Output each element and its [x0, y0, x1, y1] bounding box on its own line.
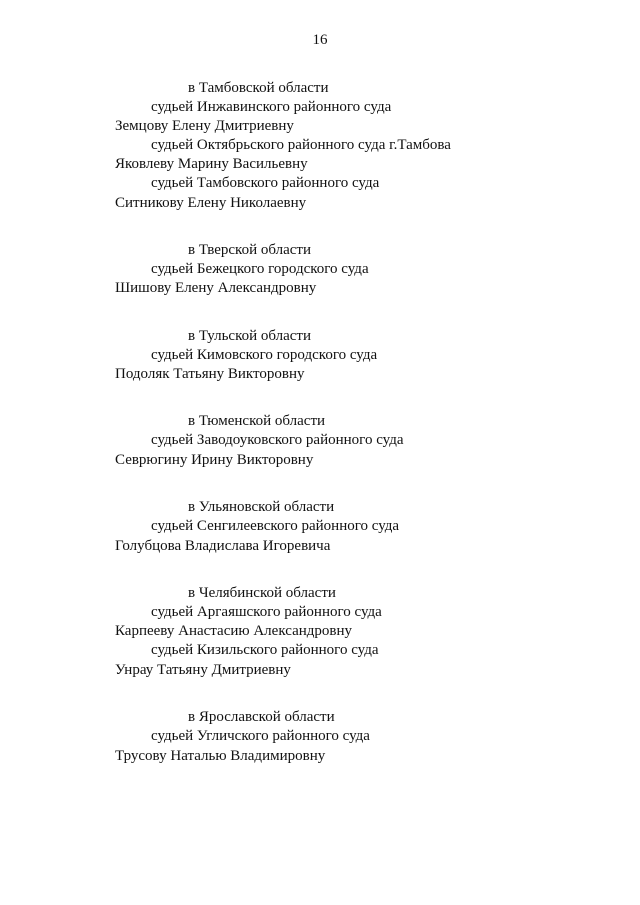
court-line: судьей Инжавинского районного суда [151, 99, 392, 115]
person-name: Земцову Елену Дмитриевну [115, 118, 294, 134]
person-name: Подоляк Татьяну Викторовну [115, 366, 305, 382]
region-title: в Ульяновской области [188, 499, 335, 515]
region-title: в Челябинской области [188, 585, 336, 601]
region-title: в Тверской области [188, 242, 312, 258]
person-name: Трусову Наталью Владимировну [115, 748, 326, 764]
person-name: Шишову Елену Александровну [115, 280, 317, 296]
person-name: Голубцова Владислава Игоревича [115, 538, 331, 554]
court-line: судьей Бежецкого городского суда [151, 261, 369, 277]
court-line: судьей Тамбовского районного суда [151, 175, 380, 191]
court-line: судьей Сенгилеевского районного суда [151, 518, 400, 534]
region-title: в Тульской области [188, 328, 312, 344]
person-name: Яковлеву Марину Васильевну [115, 156, 308, 172]
person-name: Ситникову Елену Николаевну [115, 195, 307, 211]
court-line: судьей Кизильского районного суда [151, 642, 379, 658]
person-name: Унрау Татьяну Дмитриевну [115, 662, 291, 678]
region-title: в Тюменской области [188, 413, 326, 429]
person-name: Севрюгину Ирину Викторовну [115, 452, 314, 468]
region-title: в Тамбовской области [188, 80, 329, 96]
court-line: судьей Аргаяшского районного суда [151, 604, 382, 620]
court-line: судьей Заводоуковского районного суда [151, 432, 404, 448]
region-title: в Ярославской области [188, 709, 335, 725]
person-name: Карпееву Анастасию Александровну [115, 623, 352, 639]
court-line: судьей Октябрьского районного суда г.Тамбова [151, 137, 451, 153]
page-number: 16 [312, 32, 328, 48]
court-line: судьей Кимовского городского суда [151, 347, 378, 363]
court-line: судьей Угличского районного суда [151, 728, 370, 744]
